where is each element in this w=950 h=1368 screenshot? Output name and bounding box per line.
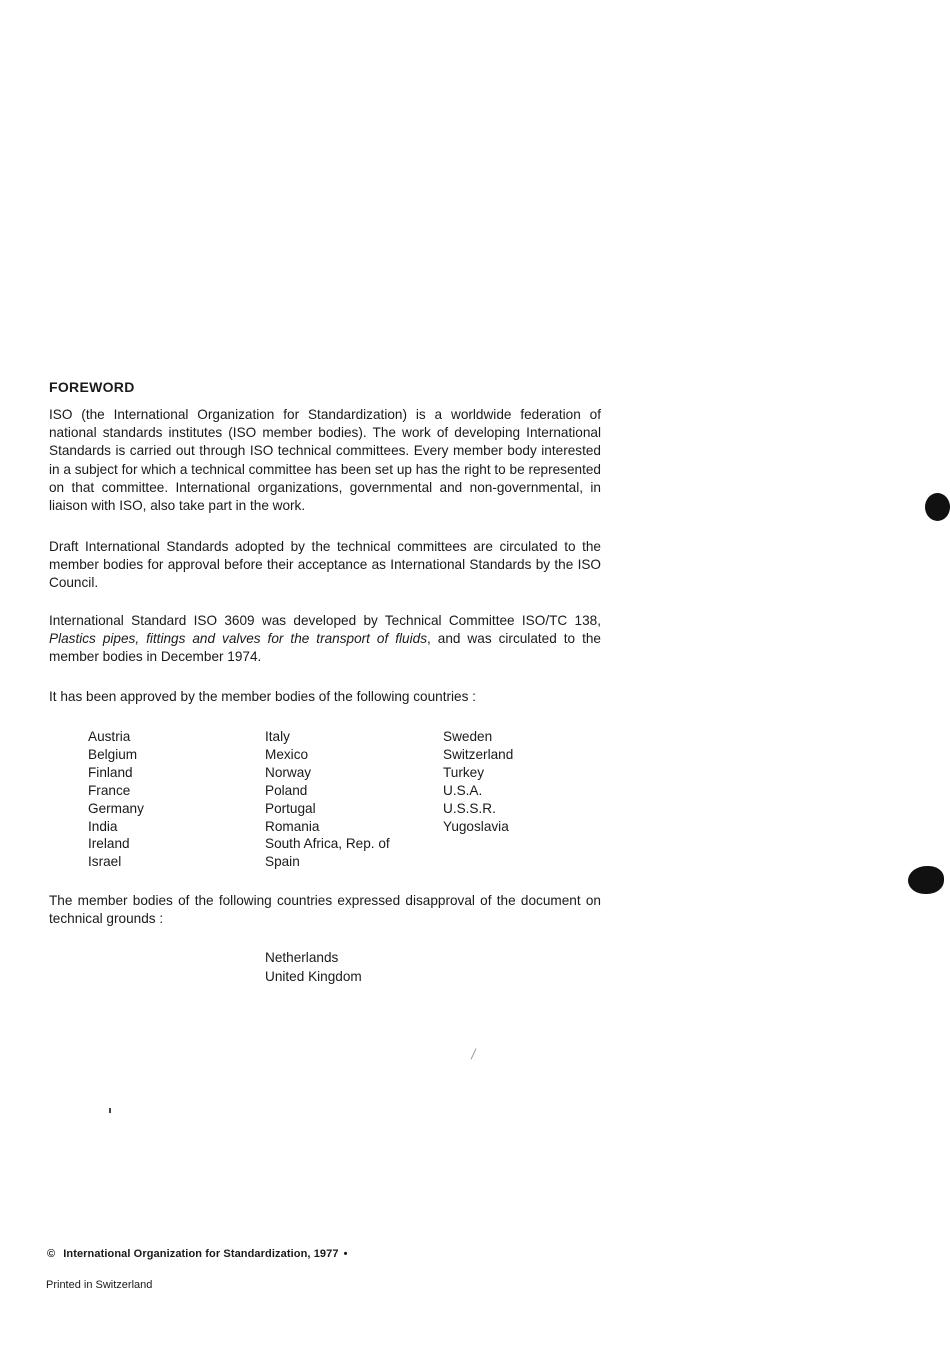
country-list-item: Netherlands <box>265 950 339 965</box>
country-list-item: Italy <box>265 729 290 744</box>
bullet-mark: • <box>343 1248 348 1260</box>
foreword-paragraph-5: The member bodies of the following countries expressed disapproval of the document on technical grounds : <box>49 893 601 927</box>
country-list-item: Yugoslavia <box>443 818 509 834</box>
copyright-symbol: © <box>47 1248 56 1260</box>
approved-countries-column-1 <box>88 728 144 871</box>
country-list-item: U.S.S.R. <box>443 800 496 816</box>
country-list-item: Portugal <box>265 800 316 816</box>
country-list-item: Spain <box>265 854 300 870</box>
country-list-item: South Africa, Rep. of <box>265 836 390 852</box>
country-list-item: Austria <box>88 729 131 744</box>
country-list-item: France <box>88 782 131 798</box>
country-list-item: Germany <box>88 800 144 816</box>
committee-title: Plastics pipes, fittings and valves for the transport of fluids <box>49 631 427 647</box>
copyright-notice <box>47 1248 348 1260</box>
copyright-text: International Organization for Standardization, 1977 <box>63 1248 339 1260</box>
foreword-paragraph-4: It has been approved by the member bodies of the following countries : <box>49 689 476 704</box>
approved-countries-column-3 <box>443 728 513 835</box>
country-list-item: Switzerland <box>443 746 514 762</box>
foreword-paragraph-2: Draft International Standards adopted by the technical committees are circulated to the member bodies for approval before their acceptance as International Standards by the ISO Council. <box>49 539 601 591</box>
paragraph-3-tail: , and was circulated to the member bodies in December 1974. <box>49 631 601 665</box>
scan-hole-punch-mark <box>908 866 944 894</box>
disapproving-countries-list <box>265 949 362 986</box>
country-list-item: Norway <box>265 764 312 780</box>
country-list-item: Belgium <box>88 746 138 762</box>
country-list-item: U.S.A. <box>443 782 483 798</box>
country-list-item: India <box>88 818 118 834</box>
country-list-item: Mexico <box>265 746 309 762</box>
country-list-item: Poland <box>265 782 308 798</box>
foreword-heading: FOREWORD <box>49 379 135 395</box>
country-list-item: Romania <box>265 818 320 834</box>
scan-speck <box>109 1108 111 1113</box>
country-list-item: United Kingdom <box>265 968 362 984</box>
paragraph-3-lead: International Standard ISO 3609 was developed by Technical Committee ISO/TC 138, <box>49 613 601 628</box>
country-list-item: Finland <box>88 764 133 780</box>
foreword-paragraph-1: ISO (the International Organization for Standardization) is a worldwide federation of national standards institutes (ISO member bodies). The work of developing International Standards is carried out through ISO technical committees. Every member body interested in a subject for which a technical committee has been set up has the right to be represented on that committee. International organizations, governmental and non-governmental, in liaison with ISO, also take part in the work. <box>49 407 601 514</box>
country-list-item: Turkey <box>443 764 485 780</box>
scan-speck <box>471 1048 477 1059</box>
printed-in-notice: Printed in Switzerland <box>46 1279 153 1291</box>
foreword-paragraph-3 <box>49 612 601 667</box>
country-list-item: Israel <box>88 854 122 870</box>
approved-countries-column-2 <box>265 728 390 871</box>
scan-hole-punch-mark <box>925 493 950 521</box>
country-list-item: Ireland <box>88 836 130 852</box>
country-list-item: Sweden <box>443 729 493 744</box>
